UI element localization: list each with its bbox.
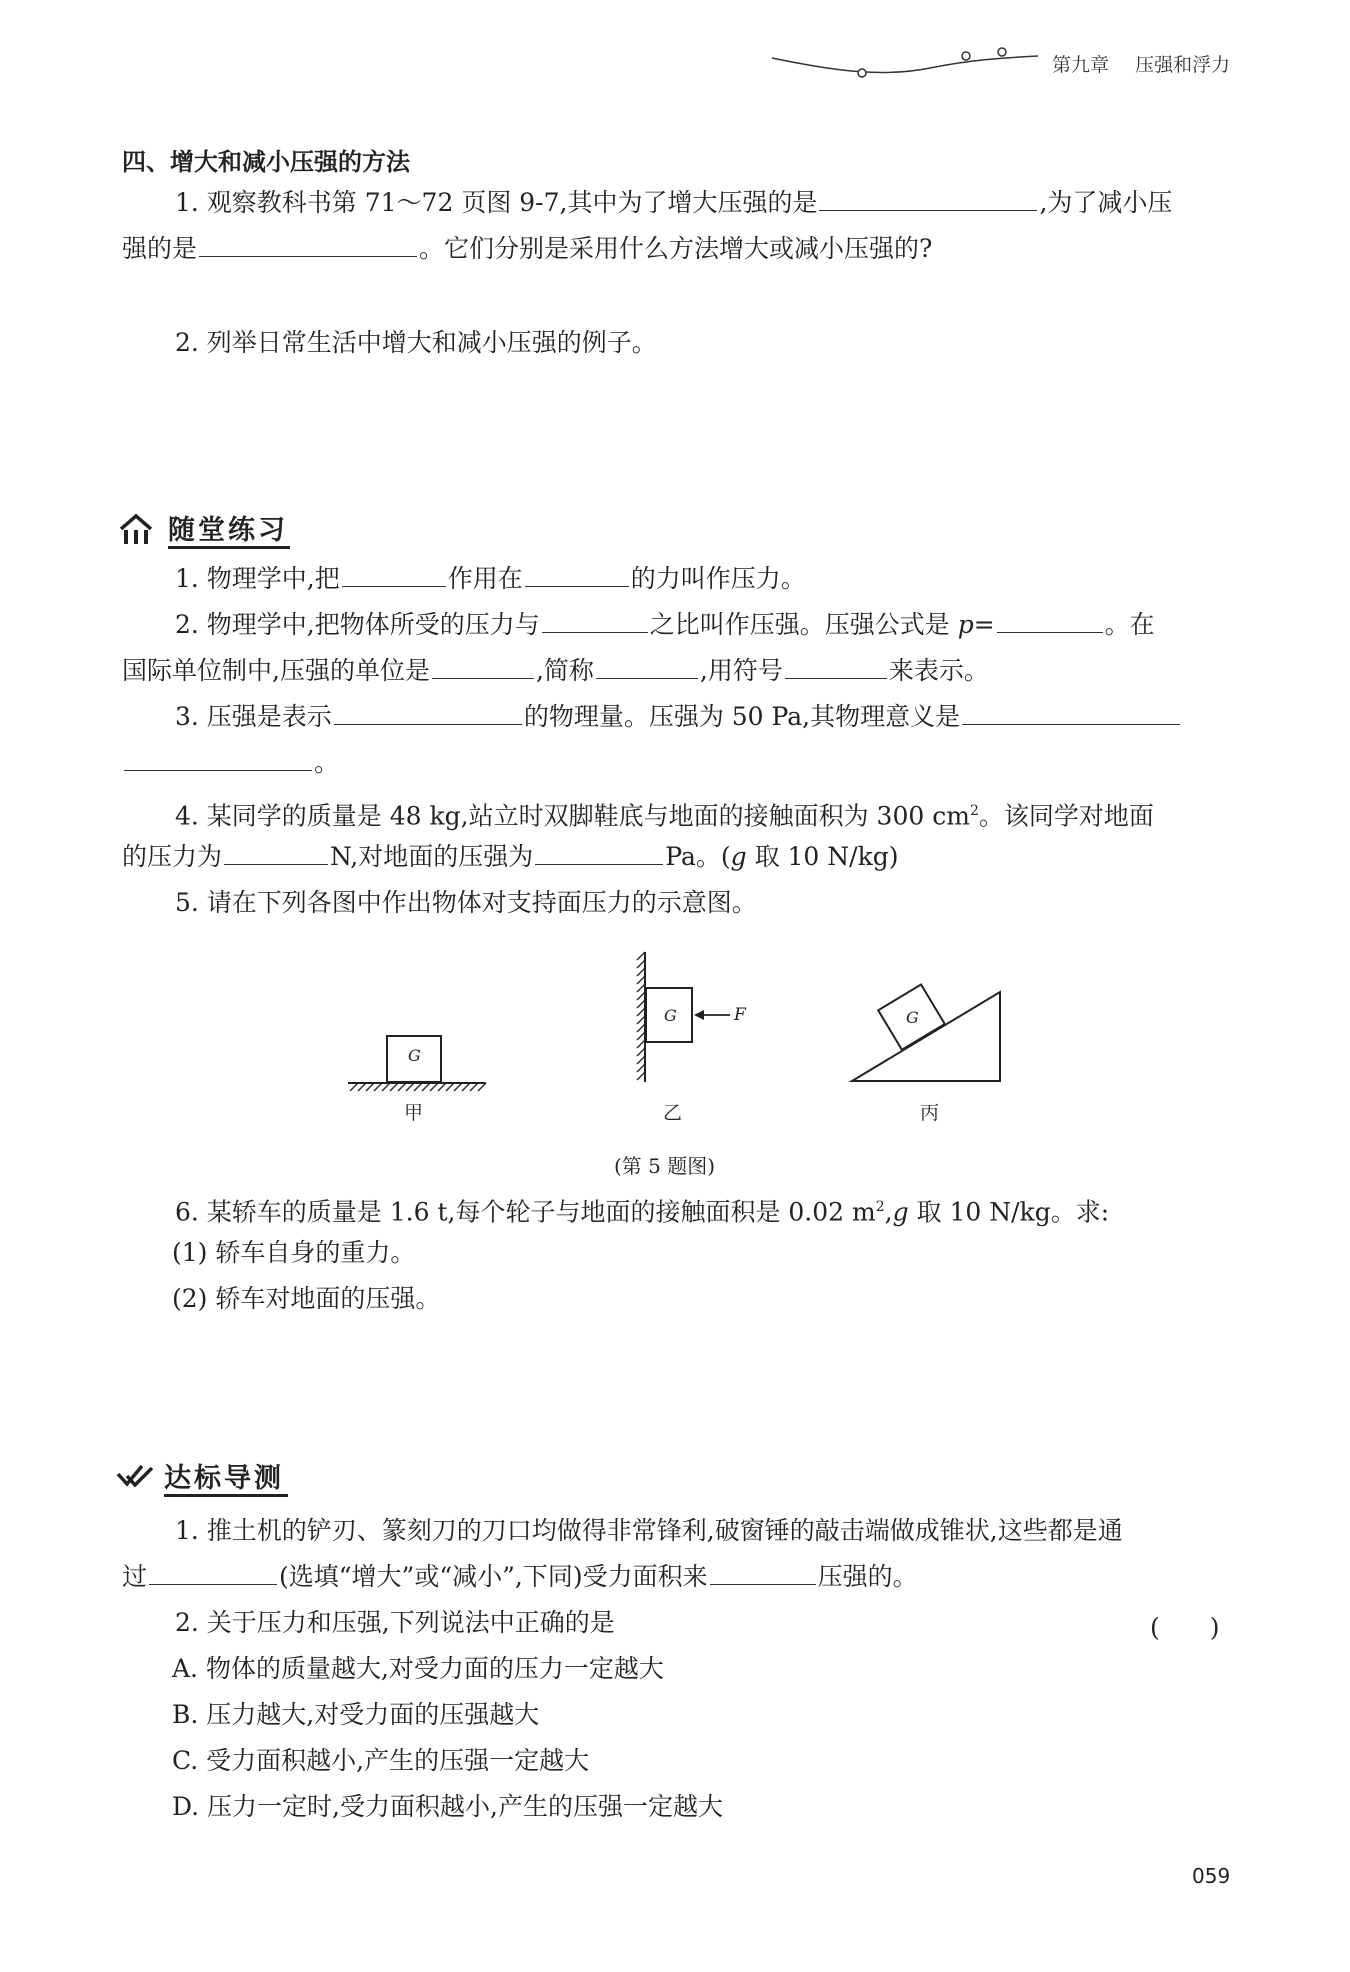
practice-heading: 随堂练习 — [168, 515, 288, 546]
test-q1-line1: 1. 推土机的铲刃、篆刻刀的刀口均做得非常锋利,破窗锤的敲击端做成锥状,这些都是通 — [175, 1516, 1123, 1545]
practice-q3-text-a: 3. 压强是表示 — [175, 702, 332, 731]
section4-q1-line1 — [175, 180, 1172, 226]
practice-q2-text-f: ,简称 — [535, 656, 594, 685]
answer-blank[interactable] — [525, 558, 629, 587]
practice-q2-text-g: ,用符号 — [699, 656, 783, 685]
figure-b-wall-hatch — [637, 952, 645, 1080]
answer-blank[interactable] — [224, 836, 328, 865]
practice-q4-text-d: N,对地面的压强为 — [330, 842, 534, 871]
practice-q4-text-c: 的压力为 — [122, 842, 223, 871]
equals-sign: = — [973, 610, 995, 639]
answer-blank[interactable] — [962, 696, 1180, 725]
answer-blank[interactable] — [334, 696, 522, 725]
section4-q1-text-b: ,为了减小压 — [1039, 188, 1173, 217]
force-label: F — [734, 1005, 746, 1025]
practice-q1-text-b: 作用在 — [447, 564, 523, 593]
practice-q3-line1 — [175, 694, 1182, 740]
practice-q2-line1 — [175, 602, 1155, 648]
figure-c-box-label: G — [906, 1008, 919, 1027]
practice-q1 — [175, 556, 806, 602]
superscript: 2 — [969, 803, 979, 819]
house-icon — [118, 512, 154, 546]
practice-q3-text-b: 的物理量。压强为 50 Pa,其物理意义是 — [523, 702, 961, 731]
figure-a-box-label: G — [408, 1046, 421, 1065]
double-check-icon — [116, 1462, 154, 1492]
section4-q1-line2 — [122, 226, 932, 272]
answer-blank[interactable] — [342, 558, 446, 587]
figure-caption: (第 5 题图) — [614, 1154, 716, 1178]
practice-q2-text-b: 之比叫作压强。压强公式是 — [649, 610, 958, 639]
answer-blank[interactable] — [124, 742, 312, 771]
superscript: 2 — [875, 1199, 885, 1215]
force-arrow-head — [694, 1010, 704, 1020]
practice-q6 — [175, 1184, 1109, 1235]
practice-q4-text-e: Pa。( — [665, 842, 731, 871]
practice-q6-part2: (2) 轿车对地面的压强。 — [172, 1284, 441, 1313]
section4-heading: 四、增大和减小压强的方法 — [122, 148, 410, 176]
practice-q6-text-c: 取 10 N/kg。求: — [908, 1197, 1110, 1227]
practice-q3-text-c: 。 — [314, 748, 340, 777]
answer-blank[interactable] — [199, 228, 417, 257]
figure-b-box-label: G — [664, 1006, 677, 1025]
figure-c — [852, 985, 1000, 1081]
header-chapter-label: 第九章 — [1052, 54, 1110, 76]
practice-heading-underline — [168, 546, 290, 549]
practice-q1-text-a: 1. 物理学中,把 — [175, 564, 340, 593]
answer-paren[interactable]: ( ) — [1150, 1613, 1220, 1642]
answer-blank[interactable] — [710, 1556, 816, 1585]
test-heading: 达标导测 — [164, 1463, 284, 1494]
option-a: A. 物体的质量越大,对受力面的压力一定越大 — [172, 1654, 664, 1683]
practice-q4-line1 — [175, 788, 1154, 839]
header-chapter — [1052, 50, 1230, 77]
answer-blank[interactable] — [596, 650, 698, 679]
practice-q2-text-d: 。在 — [1104, 610, 1155, 639]
practice-q5: 5. 请在下列各图中作出物体对支持面压力的示意图。 — [175, 888, 757, 917]
figure-c-label: 丙 — [920, 1102, 940, 1124]
answer-blank[interactable] — [542, 604, 648, 633]
pressure-symbol: p — [957, 610, 974, 639]
gravity-symbol: g — [730, 842, 747, 871]
answer-blank[interactable] — [432, 650, 534, 679]
practice-q6-text-b: , — [884, 1197, 893, 1227]
option-c: C. 受力面积越小,产生的压强一定越大 — [172, 1746, 590, 1775]
practice-q2-text-a: 2. 物理学中,把物体所受的压力与 — [175, 610, 540, 639]
practice-q2-line2 — [122, 648, 989, 694]
figure-a-label: 甲 — [404, 1102, 424, 1124]
test-heading-underline — [164, 1494, 288, 1497]
figure-b — [637, 952, 730, 1082]
answer-blank[interactable] — [535, 836, 663, 865]
section4-q1-text-d: 。它们分别是采用什么方法增大或减小压强的? — [419, 234, 933, 263]
answer-blank[interactable] — [785, 650, 887, 679]
answer-blank[interactable] — [997, 604, 1103, 633]
practice-q1-text-c: 的力叫作压力。 — [630, 564, 806, 593]
practice-q3-line2 — [122, 740, 339, 786]
figure-b-label: 乙 — [663, 1102, 683, 1124]
page-number: 059 — [1192, 1864, 1231, 1888]
test-q1-line2 — [122, 1554, 918, 1600]
practice-q6-text-a: 6. 某轿车的质量是 1.6 t,每个轮子与地面的接触面积是 0.02 m — [175, 1197, 876, 1227]
section4-q2: 2. 列举日常生活中增大和减小压强的例子。 — [175, 328, 657, 357]
practice-q2-text-e: 国际单位制中,压强的单位是 — [122, 656, 430, 685]
section4-q1-text-c: 强的是 — [122, 234, 198, 263]
figure-a-ground-hatch — [350, 1083, 486, 1091]
test-q2: 2. 关于压力和压强,下列说法中正确的是 — [175, 1608, 615, 1637]
header-wave-decoration — [770, 40, 1050, 80]
header-chapter-title: 压强和浮力 — [1135, 54, 1231, 76]
answer-blank[interactable] — [819, 182, 1037, 211]
practice-q4-text-b: 。该同学对地面 — [978, 801, 1154, 831]
answer-blank[interactable] — [149, 1556, 277, 1585]
gravity-symbol: g — [892, 1197, 909, 1227]
test-q1-text-c: (选填“增大”或“减小”,下同)受力面积来 — [279, 1562, 708, 1591]
practice-q2-text-h: 来表示。 — [888, 656, 989, 685]
practice-q4-text-f: 取 10 N/kg) — [746, 842, 899, 871]
option-b: B. 压力越大,对受力面的压强越大 — [172, 1700, 540, 1729]
section4-q1-text-a: 1. 观察教科书第 71～72 页图 9-7,其中为了增大压强的是 — [175, 188, 818, 217]
practice-q4-line2 — [122, 834, 898, 880]
test-q1-text-b: 过 — [122, 1562, 148, 1591]
option-d: D. 压力一定时,受力面积越小,产生的压强一定越大 — [172, 1792, 723, 1821]
test-q1-text-d: 压强的。 — [817, 1562, 918, 1591]
practice-q6-part1: (1) 轿车自身的重力。 — [172, 1238, 416, 1267]
practice-q4-text-a: 4. 某同学的质量是 48 kg,站立时双脚鞋底与地面的接触面积为 300 cm — [175, 801, 970, 831]
